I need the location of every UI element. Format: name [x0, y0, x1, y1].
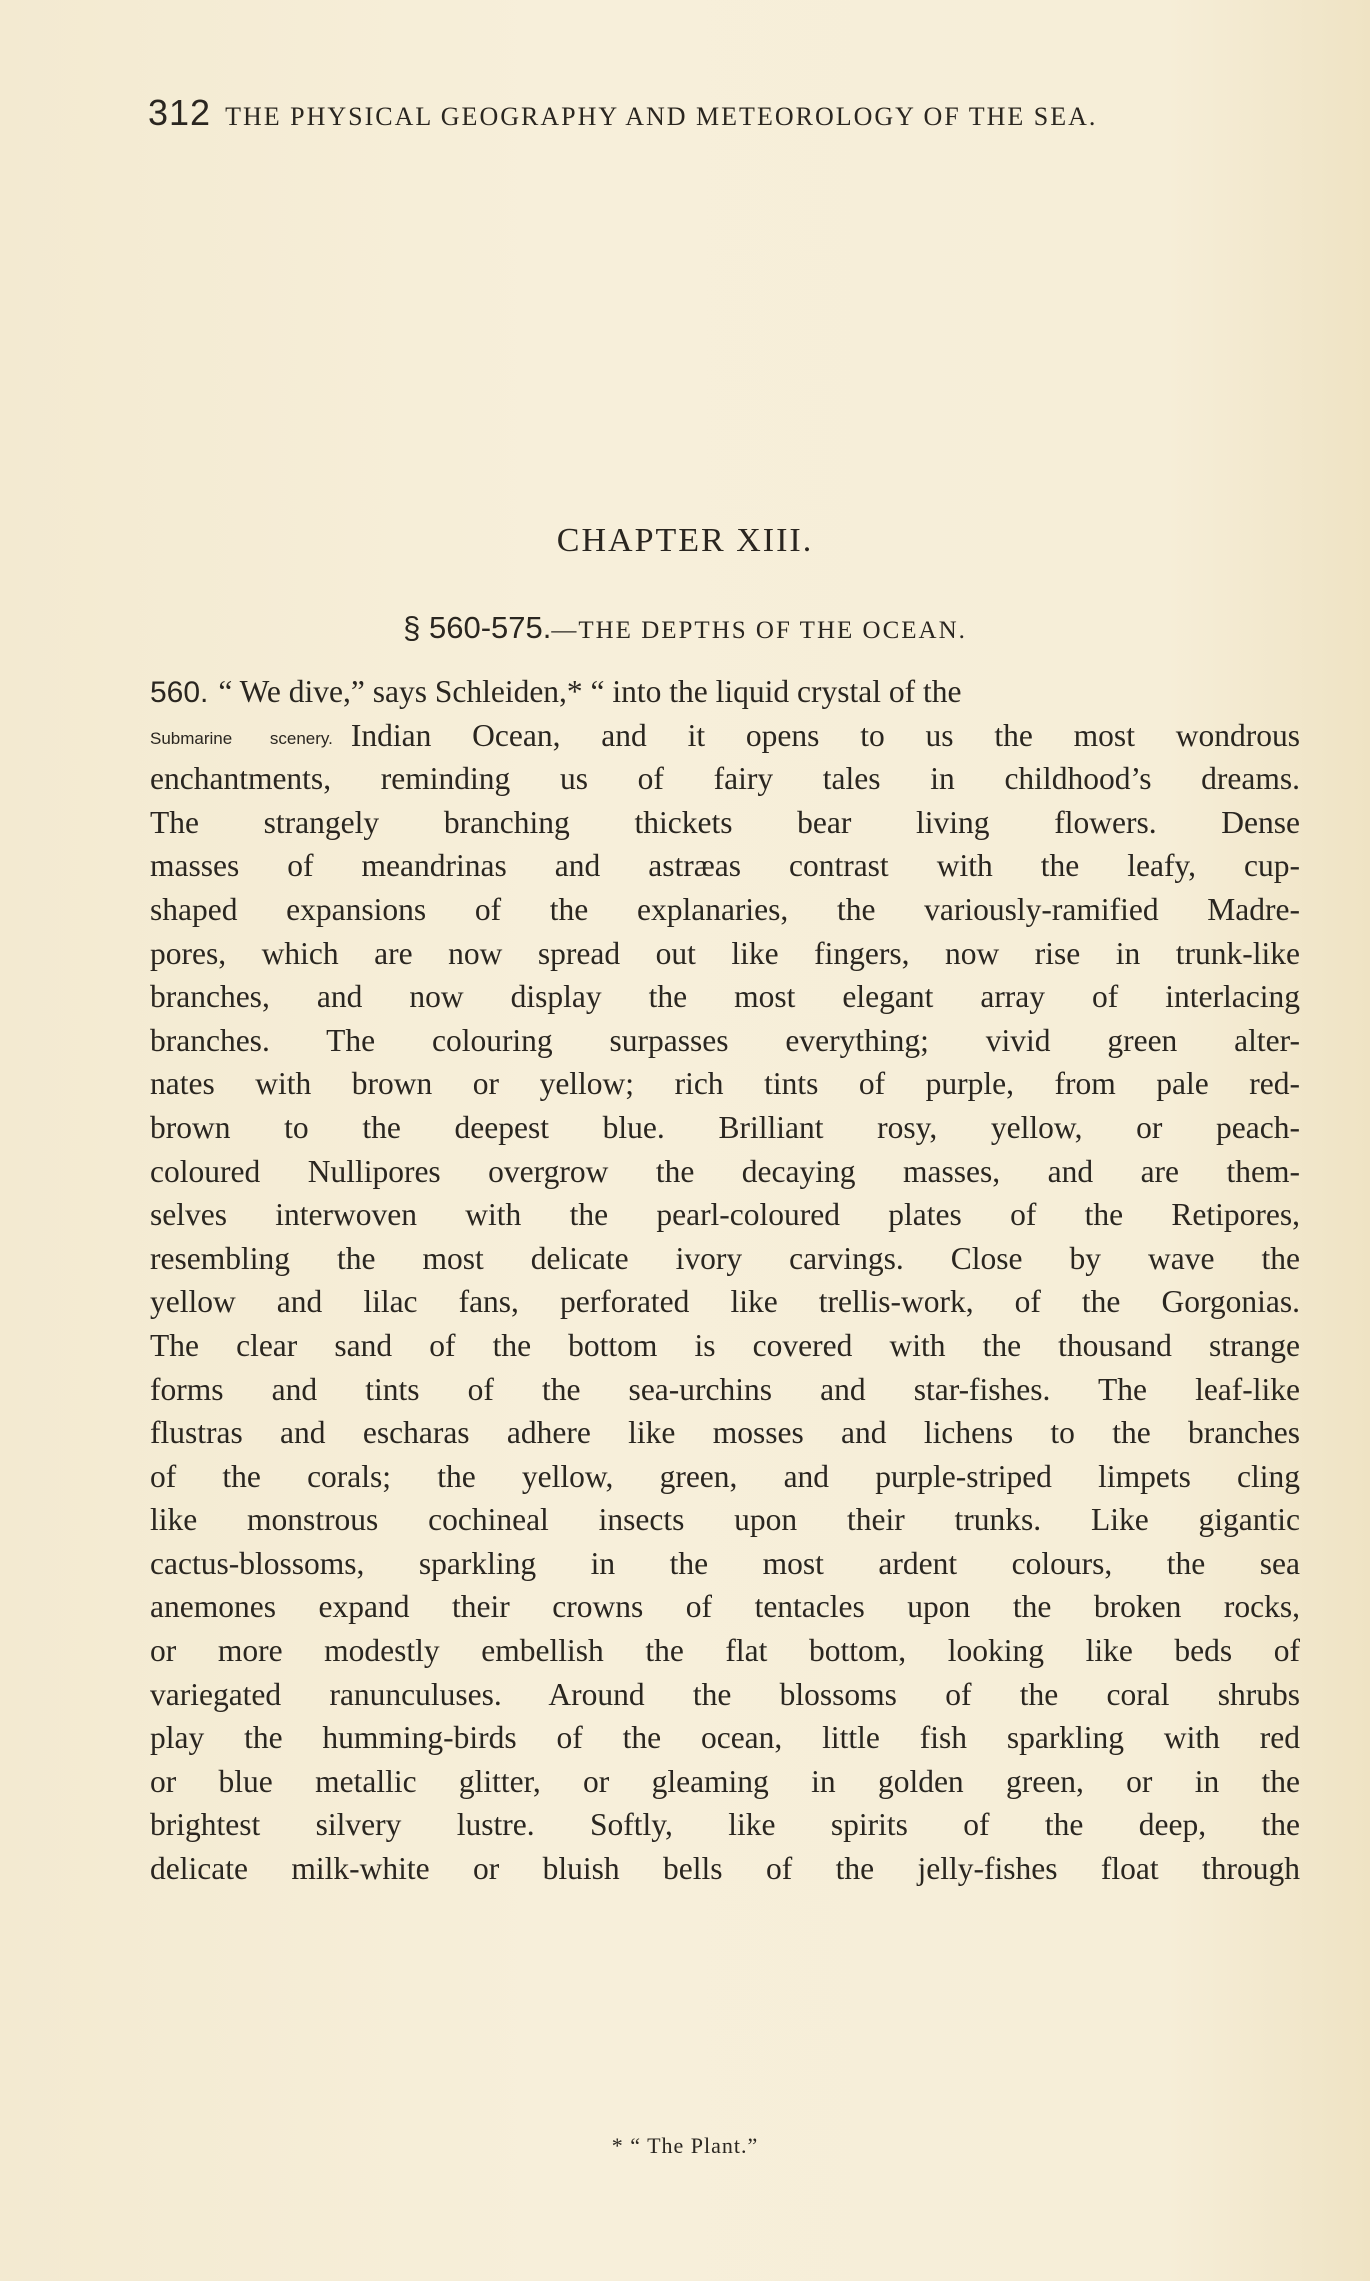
text-line: play the humming-birds of the ocean, little fish sparkling with red [150, 1720, 1300, 1756]
text-line: nates with brown or yellow; rich tints of purple, from pale red- [150, 1066, 1300, 1102]
text-line: masses of meandrinas and astræas contrast with the leafy, cup- [150, 848, 1300, 884]
text-line [150, 670, 1300, 714]
chapter-title: CHAPTER XIII. [556, 522, 814, 559]
text-line: The strangely branching thickets bear living flowers. Dense [150, 804, 1300, 840]
text-line: anemones expand their crowns of tentacles upon the broken rocks, [150, 1589, 1300, 1625]
text-line: of the corals; the yellow, green, and purple-striped limpets cling [150, 1458, 1300, 1494]
text-line: cactus-blossoms, sparkling in the most ardent colours, the sea [150, 1545, 1300, 1581]
text-line: or blue metallic glitter, or gleaming in golden green, or in the [150, 1763, 1300, 1799]
text-line: or more modestly embellish the flat bottom, looking like beds of [150, 1633, 1300, 1669]
section-heading [0, 610, 1370, 646]
line-text: Indian Ocean, and it opens to us the most wondrous [350, 717, 1301, 753]
text-line: flustras and escharas adhere like mosses and lichens to the branches [150, 1415, 1300, 1451]
text-line: branches. The colouring surpasses everything; vivid green alter- [150, 1022, 1300, 1058]
paragraph-number: 560. [150, 676, 209, 709]
text-line: yellow and lilac fans, perforated like trellis-work, of the Gorgonias. [150, 1284, 1300, 1320]
footnote: * “ The Plant.” [611, 2133, 759, 2158]
text-line: selves interwoven with the pearl-coloured plates of the Retipores, [150, 1197, 1300, 1233]
text-line: brown to the deepest blue. Brilliant rosy, yellow, or peach- [150, 1109, 1300, 1145]
text-line: The clear sand of the bottom is covered with the thousand strange [150, 1327, 1300, 1363]
running-title: THE PHYSICAL GEOGRAPHY AND METEOROLOGY OF THE SEA. [225, 102, 1098, 131]
text-line: variegated ranunculuses. Around the blossoms of the coral shrubs [150, 1676, 1300, 1712]
text-line: like monstrous cochineal insects upon their trunks. Like gigantic [150, 1502, 1300, 1538]
body-text [150, 670, 1300, 1891]
text-line: branches, and now display the most elegant array of interlacing [150, 979, 1300, 1015]
margin-note: Submarine scenery. [150, 728, 333, 748]
text-line: enchantments, reminding us of fairy tales in childhood’s dreams. [150, 761, 1300, 797]
section-title: —THE DEPTHS OF THE OCEAN. [551, 617, 967, 644]
text-line: forms and tints of the sea-urchins and star-fishes. The leaf-like [150, 1371, 1300, 1407]
text-line: resembling the most delicate ivory carvings. Close by wave the [150, 1240, 1300, 1276]
line-text: “ We dive,” says Schleiden,* “ into the liquid crystal of the [218, 674, 962, 709]
section-range: § 560-575. [403, 610, 552, 645]
running-head [148, 92, 1248, 132]
text-line: pores, which are now spread out like fingers, now rise in trunk-like [150, 935, 1300, 971]
text-line: delicate milk-white or bluish bells of the jelly-fishes float through [150, 1851, 1300, 1887]
text-line: brightest silvery lustre. Softly, like spirits of the deep, the [150, 1807, 1300, 1843]
text-line [150, 714, 1300, 758]
page-number: 312 [148, 92, 212, 133]
text-line: shaped expansions of the explanaries, the variously-ramified Madre- [150, 891, 1300, 927]
text-line: coloured Nullipores overgrow the decaying masses, and are them- [150, 1153, 1300, 1189]
